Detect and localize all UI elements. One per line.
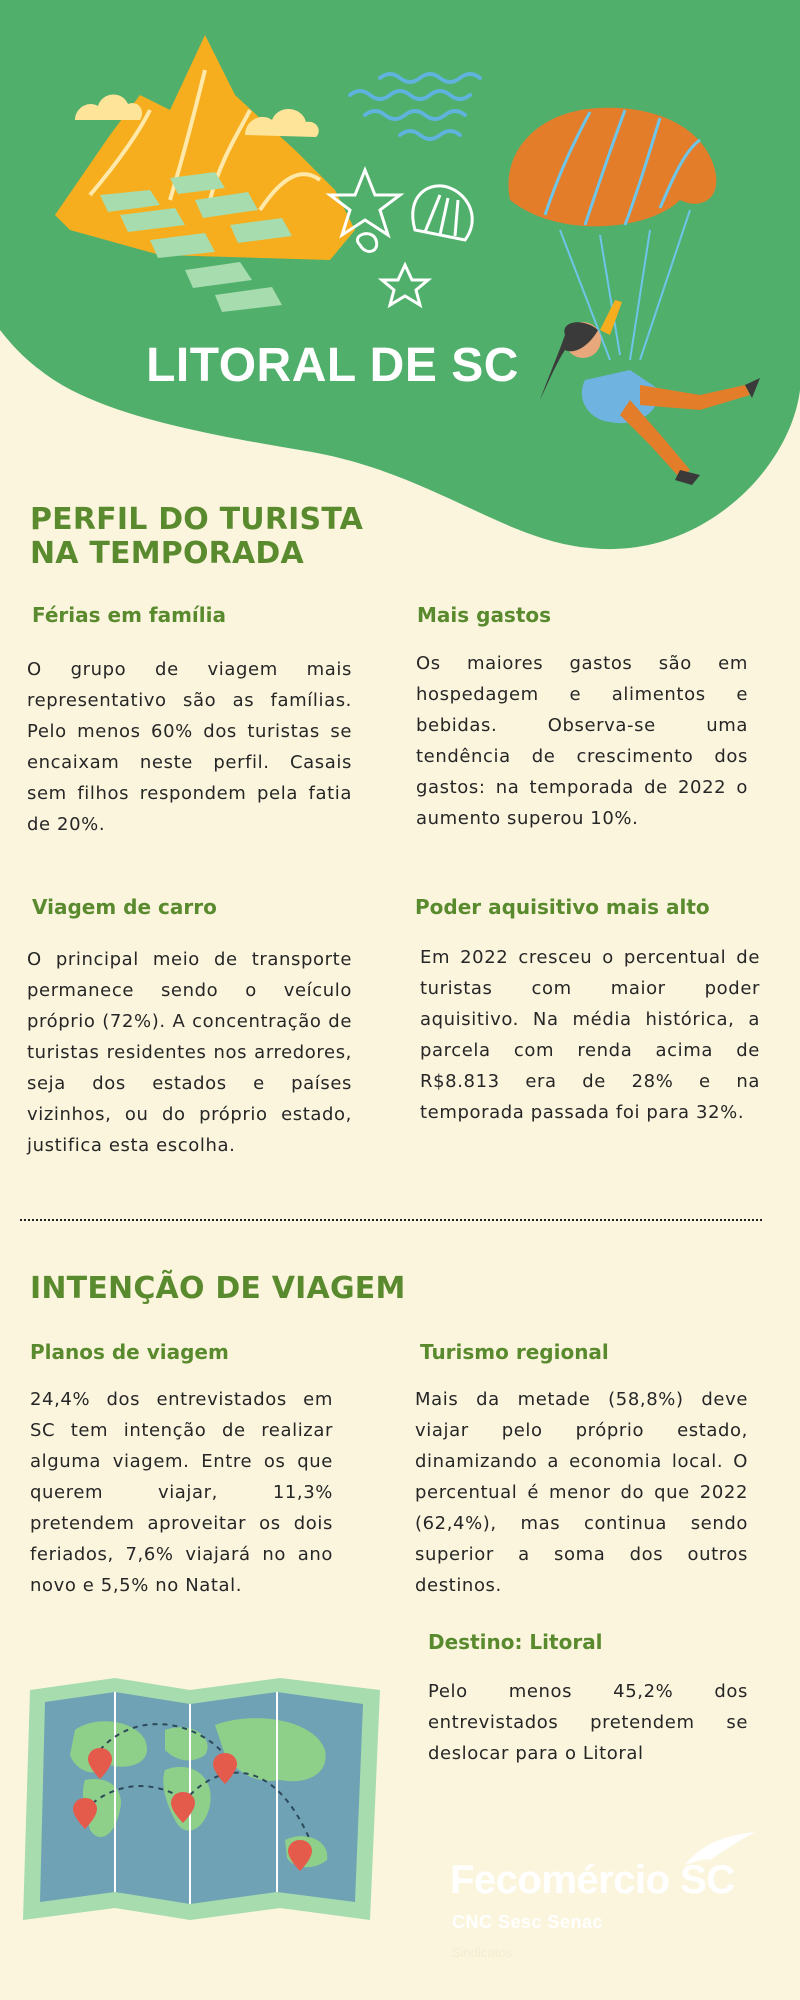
text-mais-gastos: Os maiores gastos são em hospedagem e alimentos e bebidas. Observa-se uma tendência de crescimento dos gastos: na temporada de 2022 o aumento superou 10%.	[416, 653, 748, 829]
hero-illustration	[0, 0, 800, 560]
subtitle-viagem-carro: Viagem de carro	[32, 895, 217, 919]
dotted-divider	[20, 1219, 762, 1221]
text-planos-viagem: 24,4% dos entrevistados em SC tem intenção de realizar alguma viagem. Entre os que querem viajar, 11,3% pretendem aproveitar os dois feriados, 7,6% viajará no ano novo e 5,5% no Natal.	[30, 1389, 333, 1596]
subtitle-planos-viagem: Planos de viagem	[30, 1340, 229, 1364]
subtitle-ferias-familia: Férias em família	[32, 603, 226, 627]
perfil-title-line2: NA TEMPORADA	[30, 536, 304, 571]
text-destino-litoral: Pelo menos 45,2% dos entrevistados pretendem se deslocar para o Litoral	[428, 1681, 748, 1764]
subtitle-poder-aquisitivo: Poder aquisitivo mais alto	[415, 895, 710, 919]
hero-title: LITORAL DE SC	[146, 339, 519, 392]
logo-sindicatos: Sindicatos	[452, 1945, 512, 1960]
text-viagem-carro: O principal meio de transporte permanece sendo o veículo próprio (72%). A concentração de turistas residentes nos arredores, seja dos estados e países vizinhos, ou do próprio estado, justifica esta escolha.	[27, 949, 352, 1156]
subtitle-mais-gastos: Mais gastos	[417, 603, 552, 627]
section-title-perfil	[30, 503, 363, 571]
subtitle-turismo-regional: Turismo regional	[420, 1340, 609, 1364]
subtitle-destino-litoral: Destino: Litoral	[428, 1630, 603, 1654]
text-ferias-familia: O grupo de viagem mais representativo são as famílias. Pelo menos 60% dos turistas se encaixam neste perfil. Casais sem filhos respondem pela fatia de 20%.	[27, 659, 352, 835]
text-poder-aquisitivo: Em 2022 cresceu o percentual de turistas com maior poder aquisitivo. Na média histórica, a parcela com renda acima de R$8.813 era de 28% e na temporada passada foi para 32%.	[420, 947, 760, 1123]
perfil-title-line1: PERFIL DO TURISTA	[30, 502, 364, 537]
world-map-icon	[15, 1670, 395, 1930]
logo-brands: CNC Sesc Senac	[452, 1912, 604, 1932]
logo-fecomercio: Fecomércio SC	[450, 1858, 735, 1902]
text-turismo-regional: Mais da metade (58,8%) deve viajar pelo próprio estado, dinamizando a economia local. O percentual é menor do que 2022 (62,4%), mas continua sendo superior a soma dos outros destinos.	[415, 1389, 748, 1596]
section-title-intencao: INTENÇÃO DE VIAGEM	[30, 1271, 406, 1306]
